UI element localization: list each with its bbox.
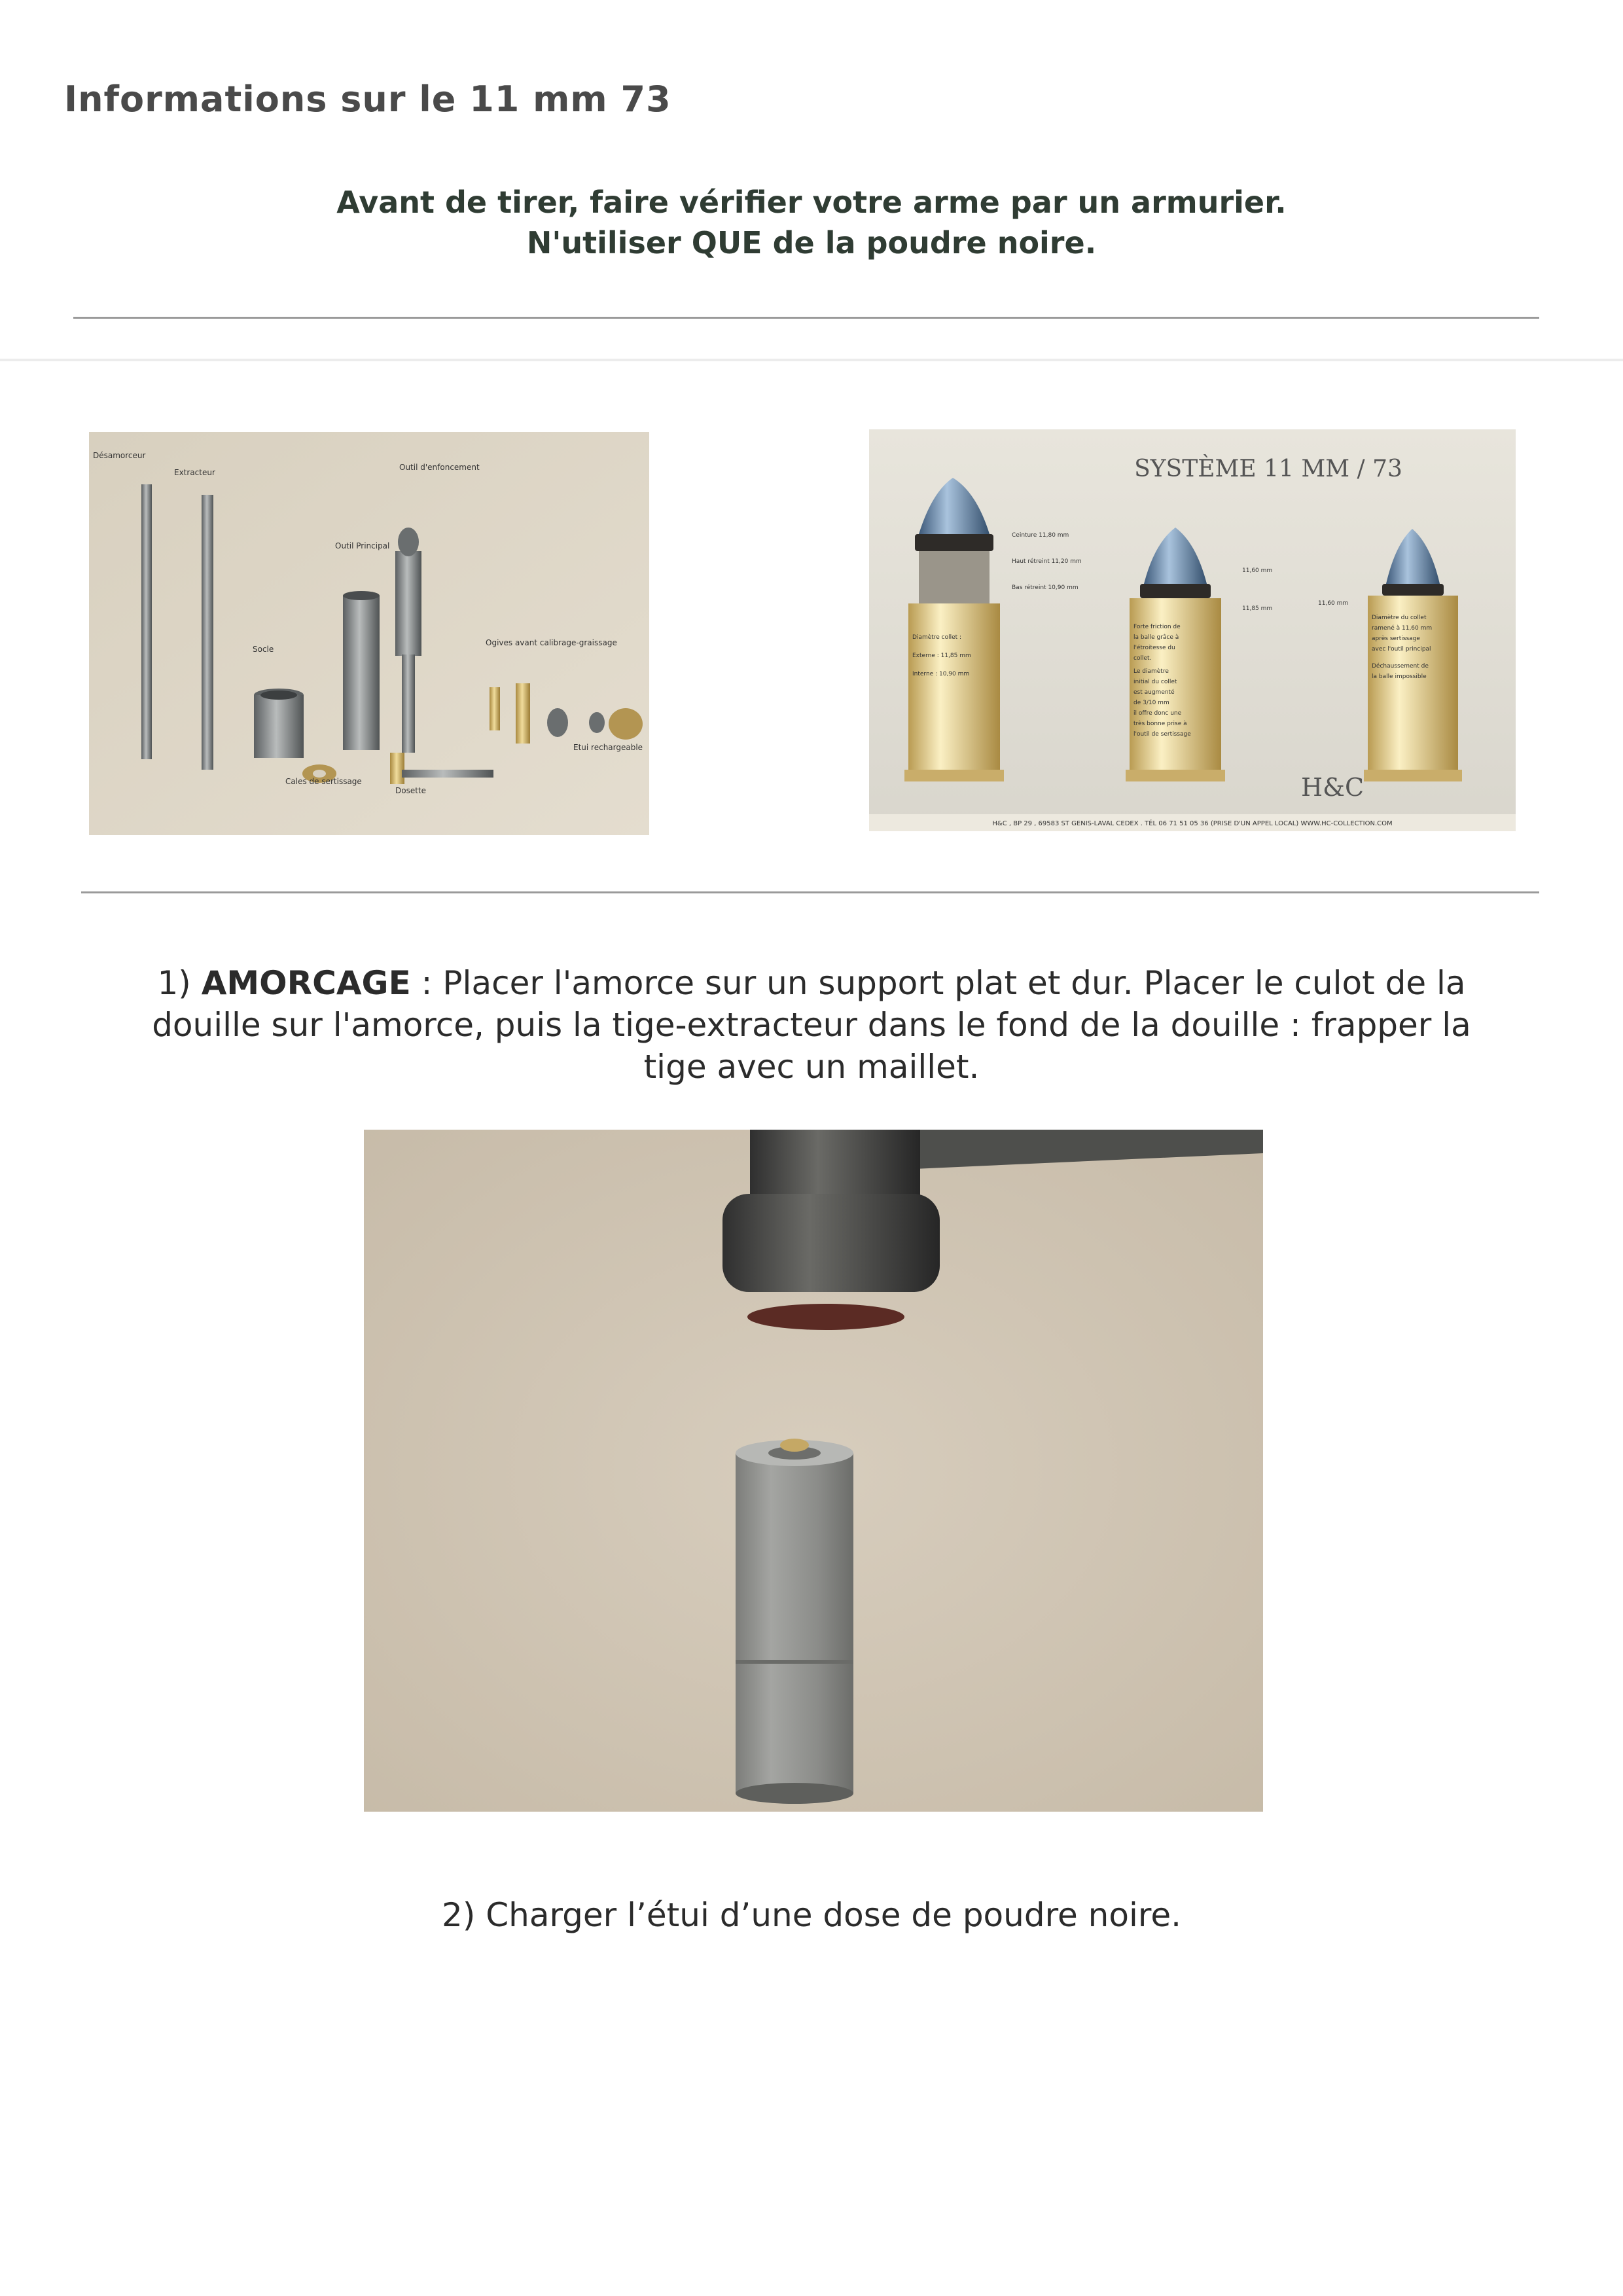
step2-text: 2) Charger l’étui d’une dose de poudre noire.	[442, 1896, 1181, 1934]
step1-line-1	[79, 962, 1544, 1004]
mid-ann-2: 11,85 mm	[1242, 605, 1273, 612]
mid-body-9: il offre donc une	[1133, 710, 1182, 717]
scan-artifact-line	[0, 359, 1623, 361]
right-body-2: ramené à 11,60 mm	[1372, 625, 1433, 632]
step1-line-3: tige avec un maillet.	[643, 1048, 980, 1086]
mid-body-7: est augmenté	[1133, 689, 1175, 696]
label-cales: Cales de sertissage	[285, 777, 362, 786]
label-dosette: Dosette	[395, 786, 427, 795]
mid-body-1: Forte friction de	[1133, 624, 1181, 630]
right-ann-1: 11,60 mm	[1318, 600, 1349, 607]
label-etui: Etui rechargeable	[573, 743, 643, 752]
extracteur-rod	[202, 495, 213, 770]
right-body-4: avec l'outil principal	[1372, 646, 1431, 653]
left-body-3: Interne : 10,90 mm	[912, 671, 970, 677]
mid-body-6: initial du collet	[1133, 679, 1177, 685]
cartridge-photo-footer: H&C , BP 29 , 69583 ST GENIS-LAVAL CEDEX . TÉL 06 71 51 05 36 (PRISE D'UN APPEL LOCAL) WWW.HC-COLLECTION.COM	[992, 820, 1393, 827]
warning-line-1: Avant de tirer, faire vérifier votre arme par un armurier.	[336, 185, 1287, 220]
cartridge-photo-title: SYSTÈME 11 MM / 73	[1134, 456, 1402, 482]
brand-logo: H&C	[1301, 773, 1364, 802]
right-body-1: Diamètre du collet	[1372, 615, 1427, 621]
label-extracteur: Extracteur	[174, 468, 215, 477]
step1-number: 1)	[157, 964, 191, 1002]
mid-body-3: l'étroitesse du	[1133, 645, 1175, 651]
step1-line-2: douille sur l'amorce, puis la tige-extracteur dans le fond de la douille : frapper la	[152, 1006, 1471, 1044]
step1-text-1: : Placer l'amorce sur un support plat et dur. Placer le culot de la	[421, 964, 1466, 1002]
mid-ann-1: 11,60 mm	[1242, 567, 1273, 574]
label-desamorceur: Désamorceur	[93, 451, 146, 460]
mid-body-4: collet.	[1133, 655, 1152, 662]
right-body-5: Déchaussement de	[1372, 663, 1429, 670]
warning-line-2: N'utiliser QUE de la poudre noire.	[526, 225, 1097, 260]
page-title: Informations sur le 11 mm 73	[64, 79, 671, 120]
left-body-1: Diamètre collet :	[912, 634, 962, 641]
right-body-6: la balle impossible	[1372, 673, 1427, 680]
left-ann-3: Bas rétreint 10,90 mm	[1012, 584, 1079, 591]
label-socle: Socle	[253, 645, 274, 654]
label-ogives: Ogives avant calibrage-graissage	[486, 638, 617, 647]
cartridge-photo	[869, 429, 1516, 831]
section-divider	[81, 891, 1539, 893]
priming-photo	[364, 1130, 1263, 1812]
mid-body-8: de 3/10 mm	[1133, 700, 1169, 706]
tools-photo	[89, 432, 649, 835]
mid-body-5: Le diamètre	[1133, 668, 1169, 675]
left-ann-2: Haut rétreint 11,20 mm	[1012, 558, 1082, 565]
mid-body-11: l'outil de sertissage	[1133, 731, 1191, 738]
label-outil-enfoncement: Outil d'enfoncement	[399, 463, 480, 472]
mid-body-10: très bonne prise à	[1133, 721, 1187, 727]
header-divider	[73, 317, 1539, 319]
mid-body-2: la balle grâce à	[1133, 634, 1179, 641]
label-outil-principal: Outil Principal	[335, 541, 390, 550]
right-body-3: après sertissage	[1372, 636, 1420, 642]
left-body-2: Externe : 11,85 mm	[912, 653, 971, 659]
desamorceur-rod	[141, 484, 152, 759]
left-ann-1: Ceinture 11,80 mm	[1012, 532, 1069, 539]
step1-keyword: AMORCAGE	[201, 964, 411, 1002]
